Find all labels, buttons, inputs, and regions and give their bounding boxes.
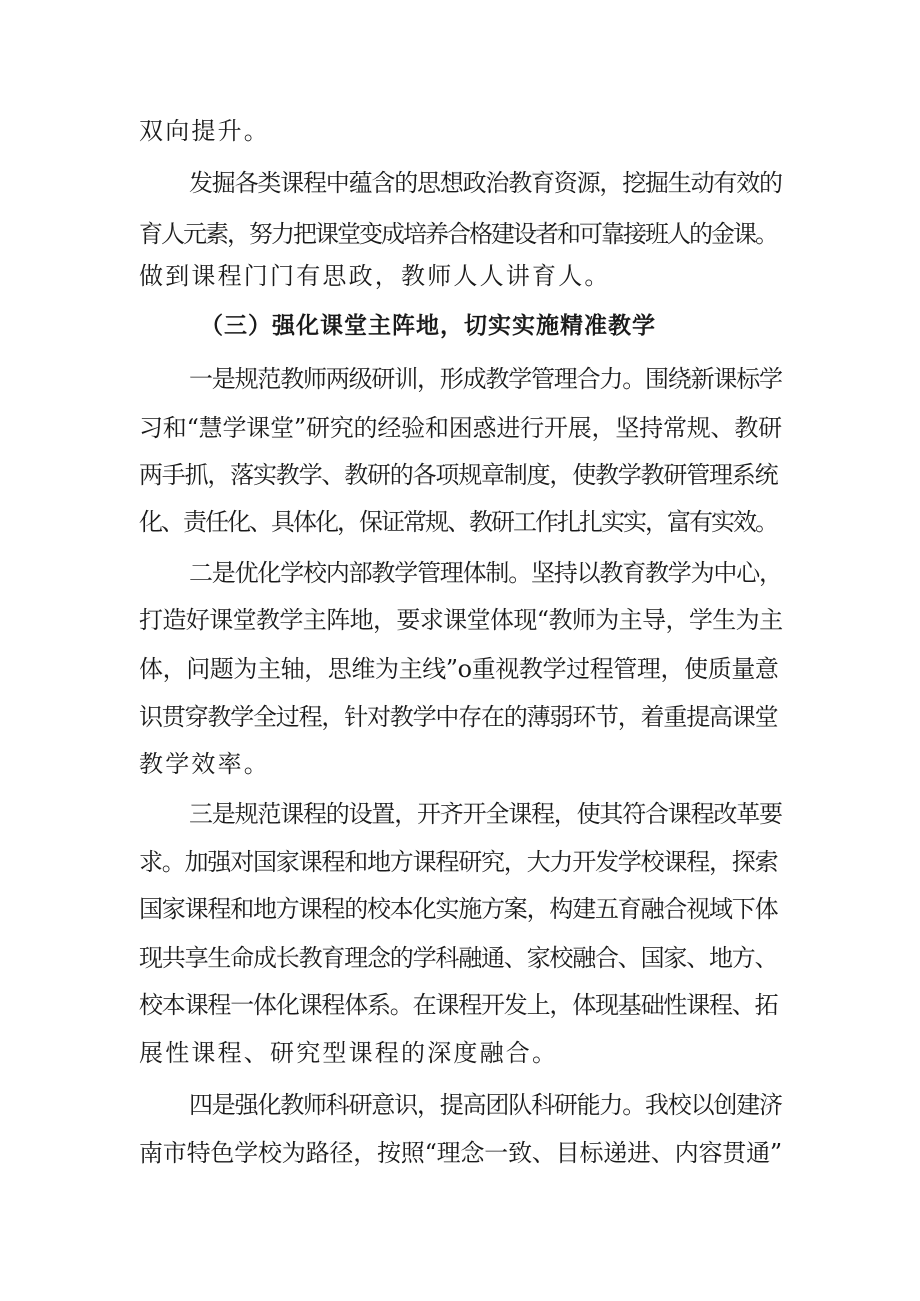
paragraph-first-line: 四是强化教师科研意识，提高团队科研能力。我校以创建济 [189,1091,782,1119]
text-line: 打造好课堂教学主阵地，要求课堂体现“教师为主导，学生为主 [139,606,783,634]
paragraph-first-line: 一是规范教师两级研训，形成教学管理合力。围绕新课标学 [189,365,782,393]
text-line: 校本课程一体化课程体系。在课程开发上，体现基础性课程、拓 [139,991,778,1019]
text-line: 教学效率。 [139,750,270,778]
text-line: 展性课程、研究型课程的深度融合。 [139,1039,559,1067]
text-line: 南市特色学校为路径，按照“理念一致、目标递进、内容贯通” [139,1139,782,1167]
text-line: 做到课程门门有思政，教师人人讲育人。 [139,262,611,290]
text-line: 习和“慧学课堂”研究的经验和困惑进行开展，坚持常规、教研 [139,414,782,442]
text-line: 识贯穿教学全过程，针对教学中存在的薄弱环节，着重提高课堂 [139,703,778,731]
text-line: 现共享生命成长教育理念的学科融通、家校融合、国家、地方、 [139,944,778,972]
paragraph-first-line: 二是优化学校内部教学管理体制。坚持以教育教学为中心， [189,559,782,587]
paragraph-first-line: 发掘各类课程中蕴含的思想政治教育资源，挖掘生动有效的 [189,169,782,197]
text-line: 体，问题为主轴，思维为主线”o重视教学过程管理，使质量意 [139,655,779,683]
text-line: 育人元素，努力把课堂变成培养合格建设者和可靠接班人的金课。 [139,220,777,248]
text-line: 求。加强对国家课程和地方课程研究，大力开发学校课程，探索 [139,848,778,876]
paragraph-first-line: 三是规范课程的设置，开齐开全课程，使其符合课程改革要 [189,800,782,828]
text-line: 国家课程和地方课程的校本化实施方案，构建五育融合视域下体 [139,895,778,923]
text-line: 两手抓，落实教学、教研的各项规章制度，使教学教研管理系统 [139,461,778,489]
section-heading: （三）强化课堂主阵地，切实实施精准教学 [200,313,656,339]
text-line: 化、责任化、具体化，保证常规、教研工作扎扎实实，富有实效。 [139,508,777,536]
text-line: 双向提升。 [139,117,270,145]
